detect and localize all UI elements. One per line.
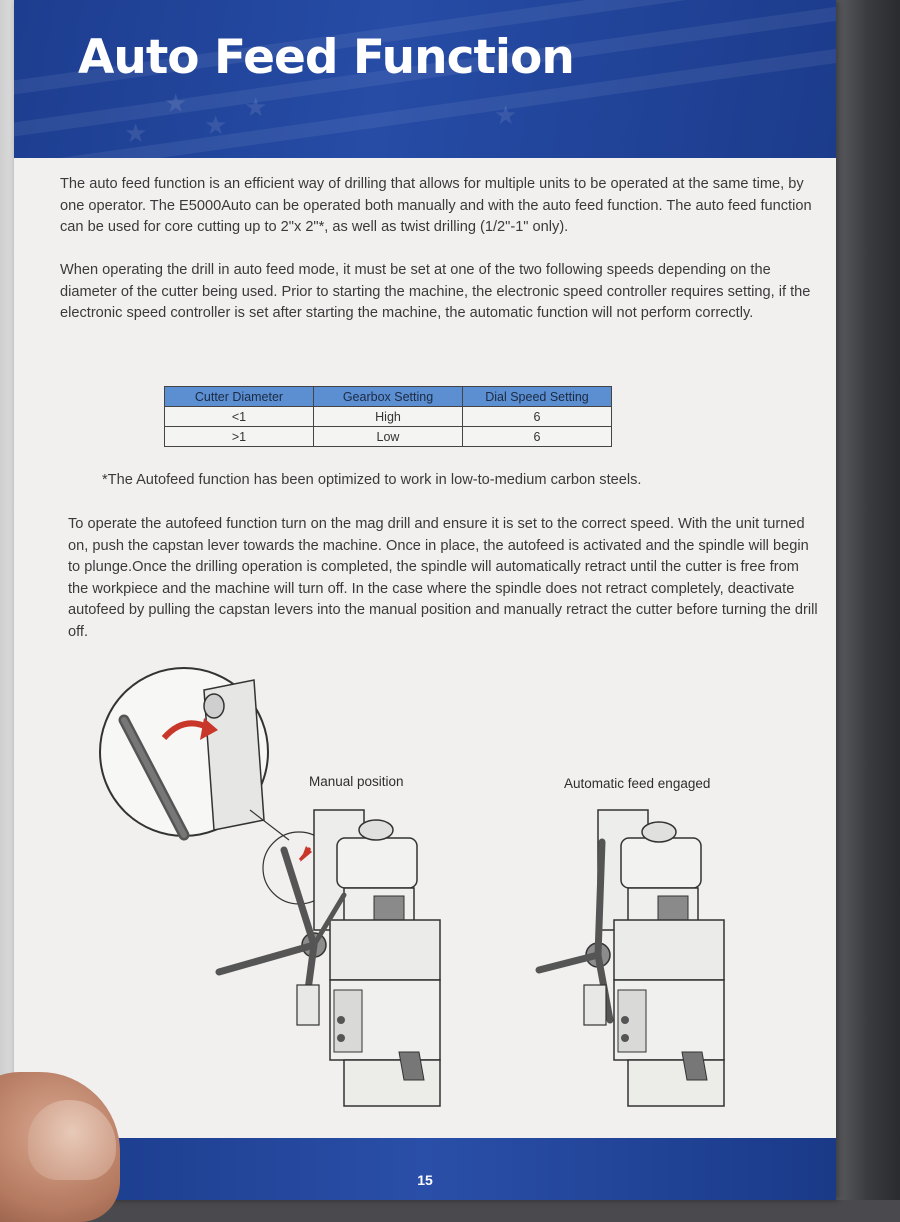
table-cell: <1 [165,407,314,427]
footnote: *The Autofeed function has been optimized to work in low-to-medium carbon steels. [102,472,642,488]
drill-auto-feed-engaged [539,810,724,1106]
column-header: Cutter Diameter [165,387,314,407]
page-footer [14,1138,836,1200]
header-banner: ★ ★ ★ ★ ★ Auto Feed Function [14,0,836,158]
table-cell: Low [314,427,463,447]
intro-paragraph: The auto feed function is an efficient way of drilling that allows for multiple units to be operated at the same time, by one operator. The E5000Auto can be operated both manually and with the auto feed function. The auto feed function can be used for core cutting up to 2"x 2"*, as well as twist drilling (1/2"-1" only). [60,176,812,236]
operation-paragraph: To operate the autofeed function turn on the mag drill and ensure it is set to the correct speed. With the unit turned on, push the capstan lever towards the machine. Once in place, the autofeed is activated and the spindle will begin to plunge.Once the drilling operation is completed, the spindle will automatically retract until the cutter is free from the workpiece and the machine will turn off. In the case where the spindle does not retract completely, deactivate autofeed by pulling the capstan levers into the manual position and manually retract the cutter before turning the drill off. [68,516,818,640]
auto-feed-label: Automatic feed engaged [564,776,711,791]
page-number: 15 [417,1172,433,1188]
page-title: Auto Feed Function [78,30,574,85]
manual-position-label: Manual position [309,774,404,789]
drill-illustrations [14,0,836,1140]
drill-manual-position [219,810,440,1106]
table-cell: 6 [463,427,612,447]
speed-paragraph: When operating the drill in auto feed mode, it must be set at one of the two following speeds depending on the diameter of the cutter being used. Prior to starting the machine, the electronic speed controller requires setting, if the electronic speed controller is set after starting the machine, the automatic function will not perform correctly. [60,262,811,322]
table-cell: High [314,407,463,427]
lever-zoom-detail [100,668,268,836]
column-header: Gearbox Setting [314,387,463,407]
column-header: Dial Speed Setting [463,387,612,407]
table-cell: >1 [165,427,314,447]
table-cell: 6 [463,407,612,427]
manual-page [14,0,836,1200]
